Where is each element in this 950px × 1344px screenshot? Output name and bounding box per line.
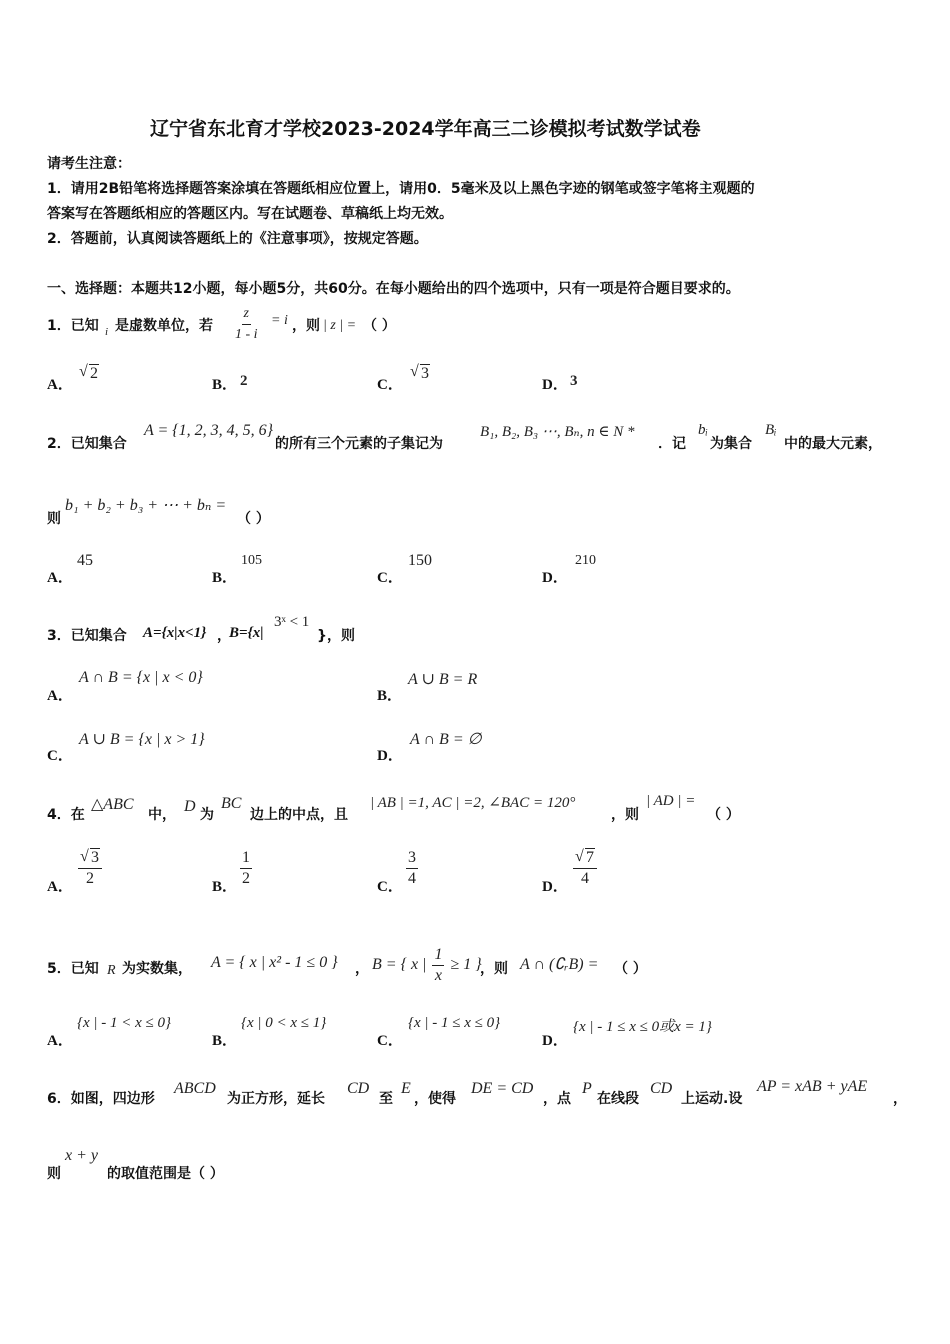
q3-comma: ， [217,628,231,644]
q4-ad: | AD | = [646,793,696,809]
q6-then: 则 [47,1166,61,1182]
q6-abcd: ABCD [174,1080,216,1097]
q6-mid4: ，点 [543,1091,571,1107]
q1-option-d: 3 [570,373,578,389]
q4-option-d: √ $\frac{7}{4}$ [573,848,597,889]
q1-i: i [105,326,109,338]
q2-sum: b₁ + b₂ + b₃ + ⋯ + bₙ = [65,497,227,514]
q6-comma: ， [893,1091,907,1107]
q5-option-b: {x | 0 < x ≤ 1} [241,1015,327,1031]
q5-option-d-label: D． [542,1033,568,1049]
q4-option-c: $\frac{3}{4}$ [408,849,416,887]
q5-option-d: {x | - 1 ≤ x ≤ 0或x = 1} [573,1019,712,1035]
q1-options [47,362,647,392]
q6-mid6: 上运动.设 [681,1091,743,1107]
question-6 [47,1075,917,1111]
q6-de: DE = CD [471,1080,534,1097]
q2-mid2: ．记 [658,436,686,452]
q3-option-a: A ∩ B = {x | x < 0} [79,669,203,686]
q2-option-a-label: A． [47,570,73,586]
q4-paren: （ ） [707,807,740,823]
section-heading: 一、选择题：本题共12小题，每小题5分，共60分。在每小题给出的四个选项中，只有一项是符合题目要求的。 [47,281,740,297]
q2-mid: 的所有三个元素的子集记为 [275,436,443,452]
q5-then: ，则 [480,961,508,977]
q5-option-b-label: B． [212,1033,238,1049]
q5-option-c: {x | - 1 ≤ x ≤ 0} [408,1015,501,1031]
q5-option-a: {x | - 1 < x ≤ 0} [77,1015,172,1031]
question-2 [47,420,917,460]
q2-option-d: 210 [575,553,596,568]
q4-BC: BC [221,795,242,812]
q1-option-c-label: C． [377,377,403,393]
q2-option-d-label: D． [542,570,568,586]
question-4 [47,792,767,826]
q5-options [47,1012,807,1048]
q1-mid: 是虚数单位，若 [115,318,213,334]
q3-setA: A={x|x<1} [143,625,207,641]
q2-option-a: 45 [77,552,93,569]
q1-option-b-label: B． [212,377,238,393]
q3-option-b-label: B． [377,688,403,704]
q3-option-b: A ∪ B = R [408,671,478,688]
q3-option-d: A ∩ B = ∅ [410,731,482,748]
q5-option-a-label: A． [47,1033,73,1049]
q1-fraction [233,304,260,345]
q4-option-a: √ $\frac{3}{2}$ [78,848,102,889]
notice-line-3: 2．答题前，认真阅读答题纸上的《注意事项》，按规定答题。 [47,231,428,247]
q2-option-c-label: C． [377,570,403,586]
notice-heading: 请考生注意： [47,156,131,172]
q4-option-d-label: D． [542,879,568,895]
q2-subsets: B₁, B₂, B₃ ⋯, Bₙ, n ∈ N * [480,424,635,440]
q4-triangle: △ABC [91,796,134,813]
q6-xy: x + y [65,1147,98,1164]
q2-bi: bᵢ [698,422,708,438]
q2-prefix: 2．已知集合 [47,436,127,452]
q1-absz: | z | = [323,318,357,333]
q5-setB: B = { x | $\frac{1}{x}$ ≥ 1 } [372,946,482,984]
q3-end: }，则 [317,628,355,644]
q6-E: E [401,1080,411,1097]
q2-option-b: 105 [241,553,262,568]
q5-expr: A ∩ (∁ᵣB) = [520,956,599,973]
notice-line-2: 答案写在答题纸相应的答题区内。写在试题卷、草稿纸上均无效。 [47,206,453,222]
q5-prefix: 5．已知 [47,961,99,977]
q3-setB: B={x| [229,625,264,641]
q3-options-row-1 [47,667,647,704]
q4-option-b: $\frac{1}{2}$ [242,849,250,887]
q6-mid5: 在线段 [597,1091,639,1107]
q4-mid1: 中， [148,807,176,823]
q4-condition: | AB | =1, AC | =2, ∠BAC = 120° [370,795,576,811]
q5-setA: A = { x | x² - 1 ≤ 0 } [211,954,338,971]
q6-prefix: 6．如图，四边形 [47,1091,155,1107]
q2-then: 则 [47,511,61,527]
page-title: 辽宁省东北育才学校2023-2024学年高三二诊模拟考试数学试卷 [150,118,701,140]
question-5 [47,933,687,983]
q3-option-c-label: C． [47,748,73,764]
q1-option-c: √ 3 [410,364,430,383]
q4-D: D [184,798,196,815]
q5-paren: （ ） [614,961,647,977]
question-2-line-2 [47,494,447,530]
q2-option-c: 150 [408,552,432,569]
q4-option-b-label: B． [212,879,238,895]
q1-frac-num: z [242,304,251,325]
q6-mid2: 至 [379,1091,393,1107]
q2-end: 中的最大元素， [784,436,882,452]
q6-cd2: CD [650,1080,673,1097]
q2-set: A = {1, 2, 3, 4, 5, 6} [144,422,274,439]
q1-option-d-label: D． [542,377,568,393]
q1-option-a: √ 2 [79,364,99,383]
q5-comma: ， [355,961,369,977]
q3-text: 3．已知集合 [47,628,127,644]
q6-mid1: 为正方形，延长 [227,1091,325,1107]
q4-option-c-label: C． [377,879,403,895]
question-6-line-2 [47,1147,447,1183]
q6-ap: AP = xAB + yAE [757,1078,868,1095]
q1-paren: （ ） [363,318,396,334]
q1-prefix: 1．已知 [47,318,99,334]
q2-paren: （ ） [237,511,270,527]
q2-options [47,550,647,584]
q6-mid3: ，使得 [414,1091,456,1107]
q3-options-row-2 [47,727,647,764]
q1-option-b: 2 [240,373,248,389]
q3-option-d-label: D． [377,748,403,764]
q3-expr: 3ˣ < 1 [274,614,310,630]
q1-then: ，则 [292,318,320,334]
q6-P: P [582,1080,592,1097]
q5-option-c-label: C． [377,1033,403,1049]
q4-then: ，则 [611,807,639,823]
q2-mid3: 为集合 [710,436,752,452]
q6-cd: CD [347,1080,370,1097]
notice-line-1: 1．请用2B铅笔将选择题答案涂填在答题纸相应位置上，请用0．5毫米及以上黑色字迹的钢笔或签字笔将主观题的 [47,181,755,197]
q4-options [47,848,647,900]
q4-mid3: 边上的中点，且 [250,807,348,823]
q3-option-c: A ∪ B = {x | x > 1} [79,731,205,748]
q4-mid2: 为 [200,807,214,823]
q6-end: 的取值范围是（ ） [107,1166,224,1182]
question-3 [47,612,447,646]
q1-eq: = i [271,313,288,328]
q2-option-b-label: B． [212,570,238,586]
q1-frac-den: 1 - i [235,327,258,342]
q4-prefix: 4．在 [47,807,85,823]
q5-mid: 为实数集， [122,961,192,977]
q3-option-a-label: A． [47,688,73,704]
q4-option-a-label: A． [47,879,73,895]
q5-R: R [107,963,116,978]
q2-Bi: Bᵢ [765,422,777,438]
q1-option-a-label: A． [47,377,73,393]
